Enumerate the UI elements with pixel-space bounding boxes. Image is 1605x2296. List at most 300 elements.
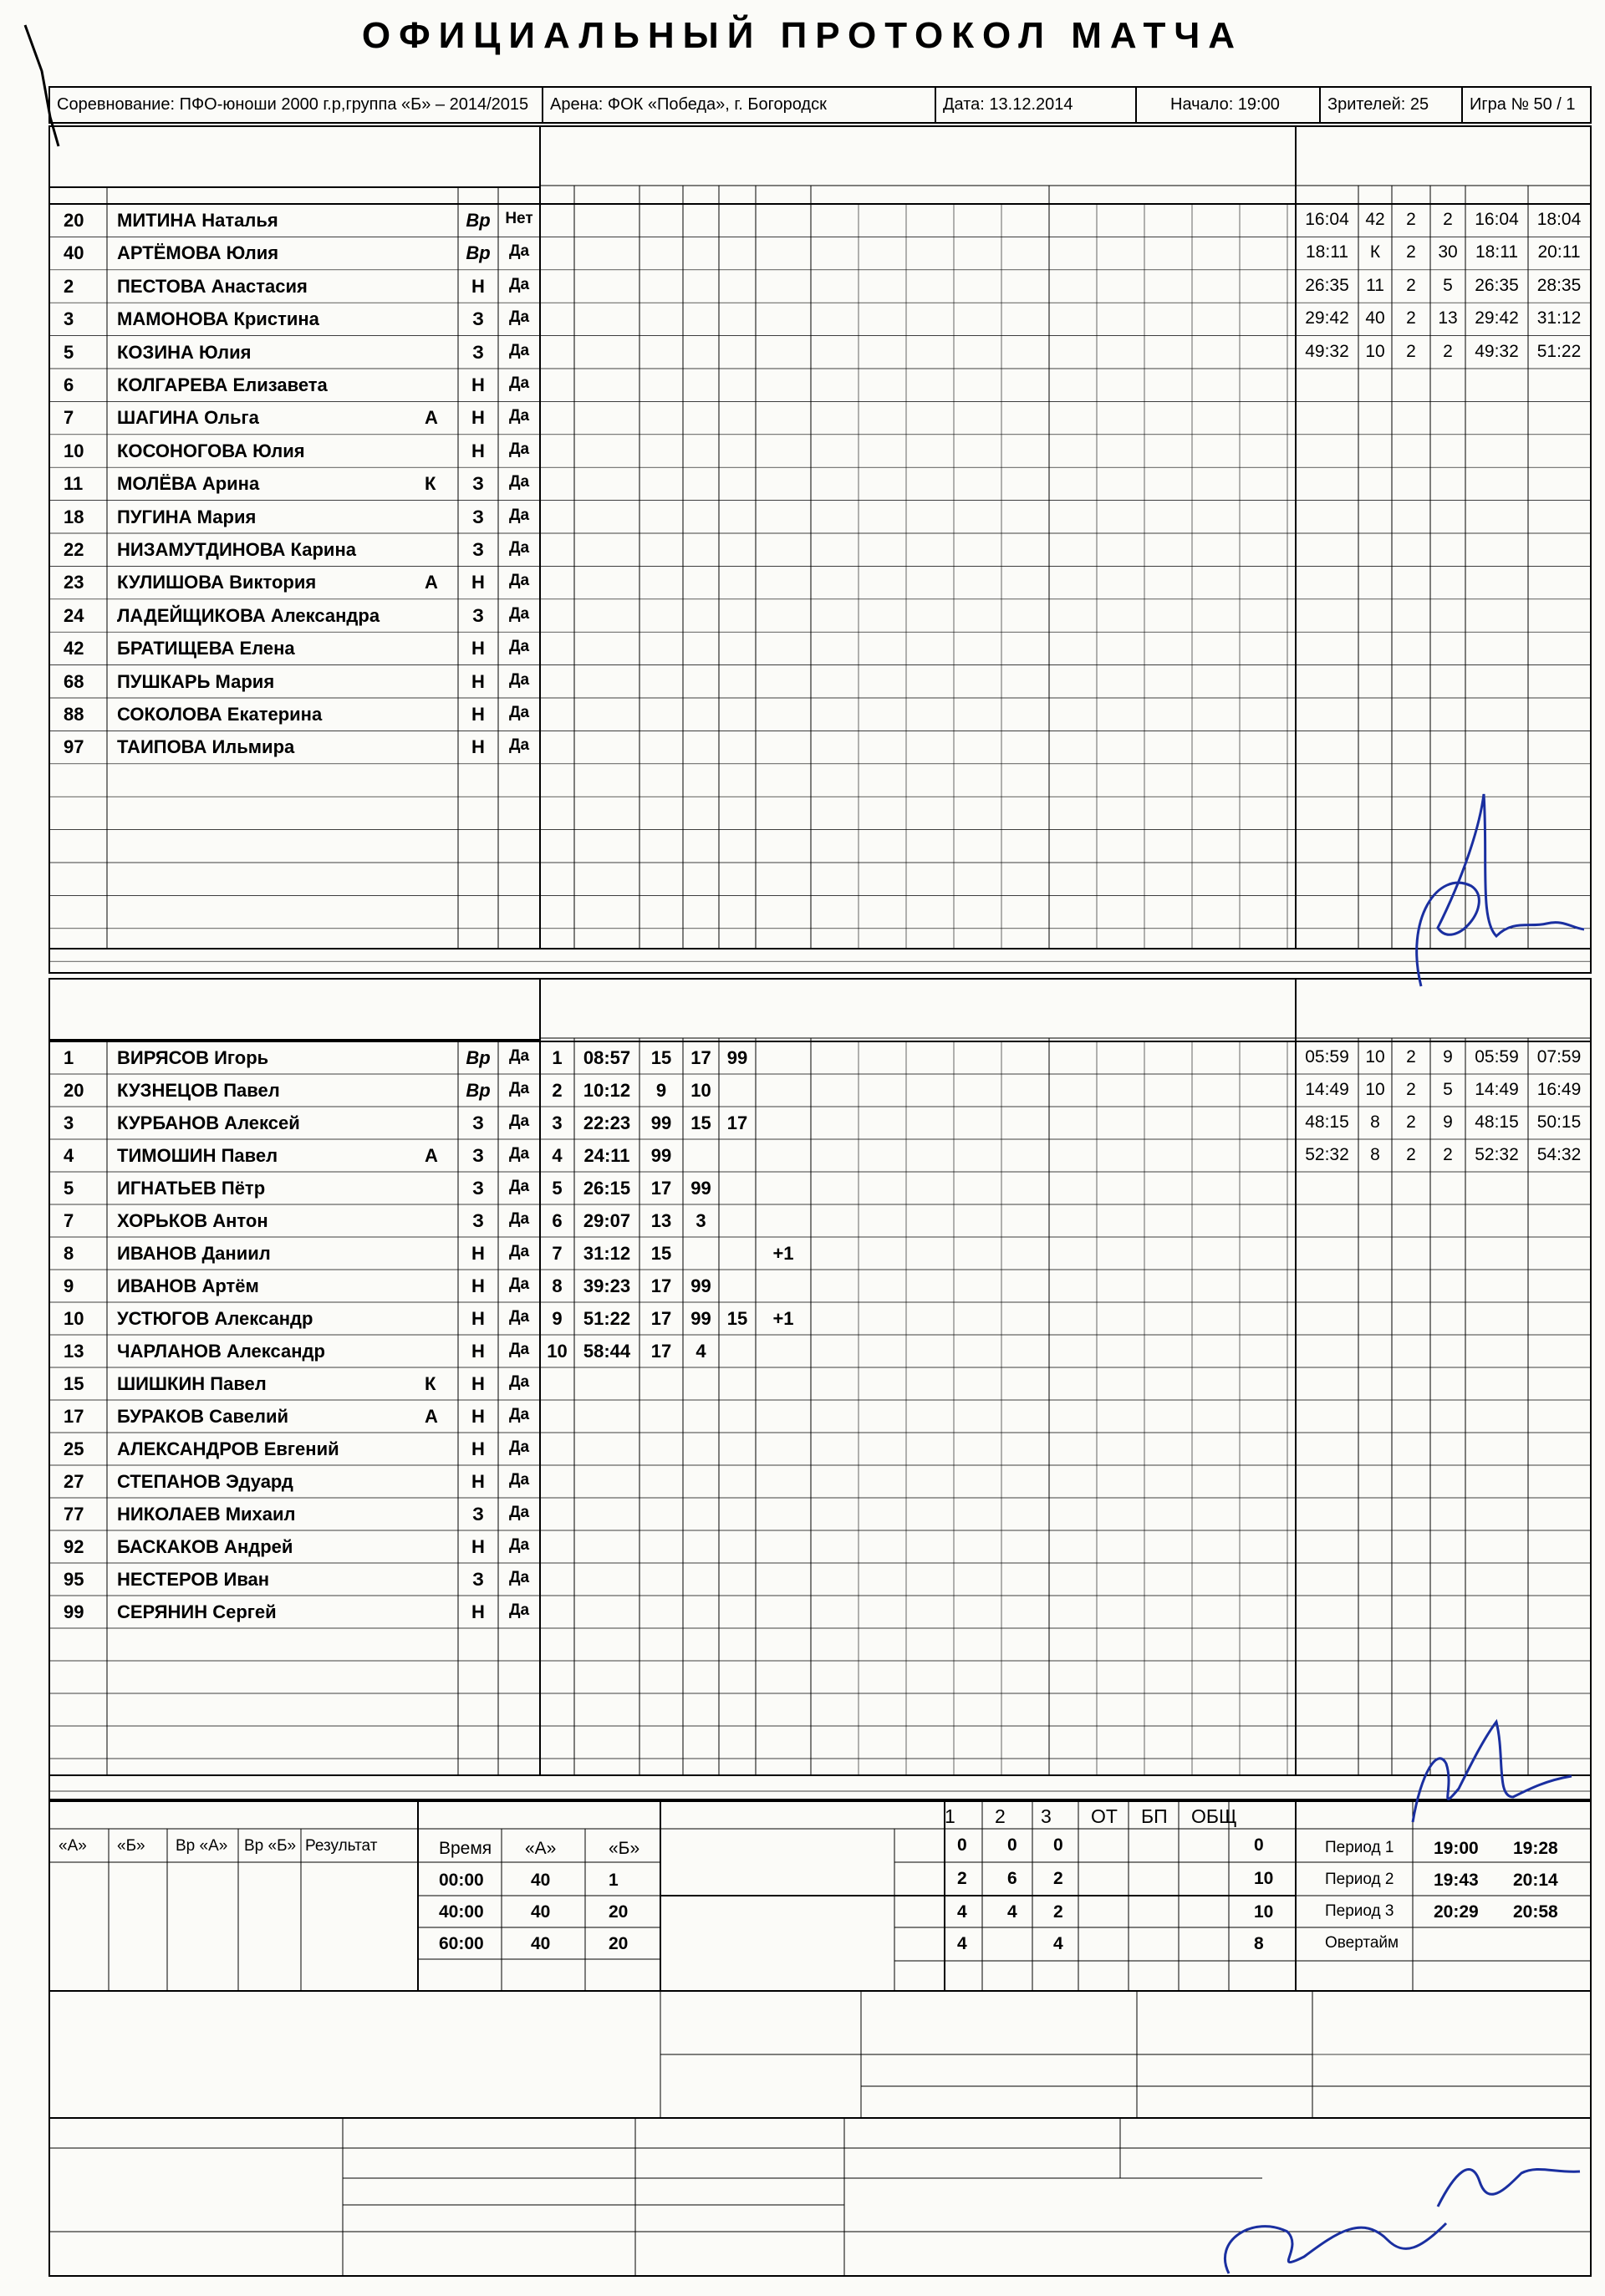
player-number: 17	[64, 1406, 84, 1427]
shootout-col: «А»	[59, 1837, 87, 1855]
penalty-cell: 2	[1406, 242, 1416, 262]
shootout-col: Вр «Б»	[244, 1837, 297, 1855]
player-position: Н	[471, 736, 485, 758]
player-name: ИВАНОВ Артём	[117, 1275, 259, 1296]
penalty-cell: 49:32	[1305, 341, 1349, 361]
goalie-col: «А»	[525, 1839, 557, 1858]
player-name: БРАТИЩЕВА Елена	[117, 638, 295, 659]
goalie-cell: 40	[531, 1871, 551, 1890]
player-number: 10	[64, 1308, 84, 1329]
penalty-cell: 49:32	[1475, 341, 1519, 361]
penalty-cell: 9	[1443, 1047, 1453, 1067]
player-played: Да	[508, 1471, 530, 1489]
penalty-cell: 2	[1406, 1080, 1416, 1099]
player-position: Н	[471, 374, 485, 395]
penalty-cell: 2	[1406, 1145, 1416, 1164]
period-value: 0	[1254, 1835, 1264, 1855]
period-end: 19:28	[1513, 1839, 1558, 1858]
goal-cell: 7	[552, 1243, 563, 1264]
goal-cell: 17	[650, 1308, 672, 1329]
penalty-cell: 9	[1443, 1112, 1453, 1132]
player-position: Н	[471, 1438, 485, 1459]
player-name: БУРАКОВ Савелий	[117, 1406, 289, 1427]
player-name: ВИРЯСОВ Игорь	[117, 1047, 269, 1068]
game-number: Игра № 50 / 1	[1470, 95, 1576, 114]
player-position: Вр	[466, 242, 491, 264]
goal-cell: 99	[650, 1145, 672, 1166]
goal-cell: 99	[726, 1047, 748, 1068]
penalty-cell: 52:32	[1305, 1145, 1349, 1164]
player-played: Да	[508, 1275, 530, 1293]
player-position: Вр	[466, 1047, 491, 1068]
goal-cell: 9	[655, 1080, 667, 1101]
period-name: Период 3	[1325, 1902, 1394, 1920]
penalty-cell: 28:35	[1536, 275, 1582, 295]
player-number: 15	[64, 1373, 84, 1394]
penalty-cell: 2	[1406, 1047, 1416, 1067]
player-played: Да	[508, 670, 530, 689]
player-name: МОЛЁВА Арина	[117, 473, 260, 495]
period-value: 2	[1053, 1902, 1063, 1922]
goalie-cell: 40:00	[439, 1902, 484, 1922]
player-played: Да	[508, 407, 530, 425]
player-number: 9	[64, 1275, 74, 1296]
player-number: 5	[64, 1178, 74, 1199]
player-number: 3	[64, 308, 74, 330]
shootout-col: Результат	[305, 1837, 378, 1855]
goal-cell: 10	[690, 1080, 711, 1101]
penalty-cell: 29:42	[1305, 308, 1349, 328]
player-position: З	[472, 341, 484, 363]
player-played: Да	[508, 1406, 530, 1423]
period-begin: 19:00	[1434, 1839, 1479, 1858]
penalty-cell: 18:11	[1306, 242, 1348, 262]
player-played: Да	[508, 341, 530, 359]
goal-cell: 99	[690, 1275, 711, 1296]
goal-cell: 1	[552, 1047, 563, 1068]
goal-cell: 99	[690, 1308, 711, 1329]
player-position: Н	[471, 704, 485, 725]
player-number: 13	[64, 1341, 84, 1362]
goal-cell: 10:12	[583, 1080, 631, 1101]
goal-cell: 8	[552, 1275, 563, 1296]
penalty-cell: 31:12	[1536, 308, 1582, 328]
player-name: КОЛГАРЕВА Елизавета	[117, 374, 328, 395]
goal-cell: 29:07	[583, 1210, 631, 1231]
penalty-cell: 8	[1370, 1145, 1380, 1164]
arena: Арена: ФОК «Победа», г. Богородск	[543, 88, 936, 122]
penalty-cell: 16:04	[1475, 210, 1519, 229]
period-name: Период 2	[1325, 1871, 1394, 1888]
player-played: Да	[508, 473, 530, 491]
player-name: ЛАДЕЙЩИКОВА Александра	[117, 604, 380, 626]
player-played: Да	[508, 1178, 530, 1195]
player-name: НИКОЛАЕВ Михаил	[117, 1504, 296, 1525]
player-played: Да	[508, 1080, 530, 1097]
player-name: ПУШКАРЬ Мария	[117, 670, 275, 692]
goal-cell: 17	[690, 1047, 711, 1068]
period-value: 0	[957, 1835, 967, 1855]
goal-cell: 10	[547, 1341, 568, 1362]
period-col: ОТ	[1091, 1805, 1118, 1827]
period-col: 2	[995, 1805, 1006, 1827]
goalie-cell: 20	[609, 1902, 629, 1922]
player-position: Н	[471, 407, 485, 429]
goalie-cell: 20	[609, 1934, 629, 1953]
player-played: Да	[508, 506, 530, 524]
player-role: А	[425, 407, 438, 429]
period-begin: 20:29	[1434, 1902, 1479, 1922]
period-value: 4	[957, 1902, 967, 1922]
goal-cell: 08:57	[583, 1047, 631, 1068]
period-name: Овертайм	[1325, 1934, 1399, 1952]
goalie-col: «Б»	[609, 1839, 640, 1858]
penalty-cell: 13	[1438, 308, 1458, 328]
player-name: ПЕСТОВА Анастасия	[117, 275, 308, 297]
player-played: Нет	[505, 210, 533, 227]
player-number: 27	[64, 1471, 84, 1492]
player-position: З	[472, 473, 484, 495]
goal-cell: 6	[552, 1210, 563, 1231]
period-col: БП	[1141, 1805, 1168, 1827]
penalty-cell: 2	[1443, 1145, 1453, 1164]
player-number: 11	[64, 473, 84, 495]
player-position: З	[472, 1178, 484, 1199]
penalty-cell: 52:32	[1475, 1145, 1519, 1164]
goalie-cell: 40	[531, 1902, 551, 1922]
player-played: Да	[508, 1047, 530, 1065]
player-number: 20	[64, 1080, 84, 1101]
player-position: Н	[471, 1243, 485, 1264]
player-name: НИЗАМУТДИНОВА Карина	[117, 539, 356, 560]
penalty-cell: 2	[1406, 275, 1416, 295]
player-played: Да	[508, 736, 530, 755]
player-played: Да	[508, 604, 530, 623]
goal-cell: 99	[650, 1112, 672, 1133]
player-played: Да	[508, 1536, 530, 1554]
player-played: Да	[508, 1601, 530, 1619]
player-number: 68	[64, 670, 84, 692]
player-played: Да	[508, 1341, 530, 1358]
penalty-cell: 42	[1365, 210, 1385, 229]
goal-cell: 17	[650, 1275, 672, 1296]
player-played: Да	[508, 1373, 530, 1391]
player-position: Н	[471, 670, 485, 692]
goal-cell: 99	[690, 1178, 711, 1199]
player-number: 5	[64, 341, 74, 363]
player-position: З	[472, 1145, 484, 1166]
penalty-cell: 10	[1365, 1047, 1385, 1067]
player-played: Да	[508, 539, 530, 557]
goal-cell: 22:23	[583, 1112, 631, 1133]
penalty-cell: 14:49	[1305, 1080, 1349, 1099]
player-name: КУРБАНОВ Алексей	[117, 1112, 300, 1133]
goal-cell: 17	[650, 1178, 672, 1199]
player-role: А	[425, 1145, 438, 1166]
period-value: 2	[957, 1869, 967, 1888]
penalty-cell: 2	[1443, 210, 1453, 229]
penalty-cell: 29:42	[1475, 308, 1519, 328]
player-position: Н	[471, 1406, 485, 1427]
period-value: 2	[1053, 1869, 1063, 1888]
penalty-cell: 48:15	[1305, 1112, 1349, 1132]
player-played: Да	[508, 1243, 530, 1260]
penalty-cell: 54:32	[1536, 1145, 1582, 1164]
goal-cell: 15	[726, 1308, 748, 1329]
player-number: 99	[64, 1601, 84, 1622]
player-position: З	[472, 506, 484, 527]
goal-cell: 58:44	[583, 1341, 631, 1362]
goal-cell: 31:12	[583, 1243, 631, 1264]
spectators: Зрителей: 25	[1321, 88, 1463, 122]
player-number: 24	[64, 604, 84, 626]
goal-cell: 15	[650, 1243, 672, 1264]
period-col: 1	[945, 1805, 955, 1827]
section-grid	[50, 980, 1590, 1799]
penalty-cell: 8	[1370, 1112, 1380, 1132]
player-position: Н	[471, 572, 485, 593]
player-position: З	[472, 1504, 484, 1525]
penalty-cell: 14:49	[1475, 1080, 1519, 1099]
goalie-cell: 00:00	[439, 1871, 484, 1890]
player-position: Н	[471, 1275, 485, 1296]
page-title: ОФИЦИАЛЬНЫЙ ПРОТОКОЛ МАТЧА	[361, 15, 1244, 56]
player-played: Да	[508, 1145, 530, 1163]
player-name: КУЛИШОВА Виктория	[117, 572, 317, 593]
period-end: 20:58	[1513, 1902, 1558, 1922]
player-number: 22	[64, 539, 84, 560]
player-played: Да	[508, 1569, 530, 1586]
player-name: КОСОНОГОВА Юлия	[117, 440, 305, 461]
player-position: Н	[471, 638, 485, 659]
player-played: Да	[508, 1438, 530, 1456]
player-number: 6	[64, 374, 74, 395]
player-name: АРТЁМОВА Юлия	[117, 242, 279, 264]
player-played: Да	[508, 275, 530, 293]
player-played: Да	[508, 638, 530, 656]
penalty-cell: 40	[1365, 308, 1385, 328]
goal-cell: 2	[552, 1080, 563, 1101]
period-value: 8	[1254, 1934, 1264, 1953]
penalty-cell: 2	[1406, 308, 1416, 328]
player-position: З	[472, 1112, 484, 1133]
player-name: УСТЮГОВ Александр	[117, 1308, 313, 1329]
penalty-cell: 10	[1365, 1080, 1385, 1099]
player-role: А	[425, 572, 438, 593]
player-position: Н	[471, 1373, 485, 1394]
goal-cell: +1	[772, 1243, 794, 1264]
player-name: ИГНАТЬЕВ Пётр	[117, 1178, 266, 1199]
player-name: АЛЕКСАНДРОВ Евгений	[117, 1438, 339, 1459]
start-time: Начало: 19:00	[1137, 88, 1321, 122]
penalty-cell: 2	[1406, 210, 1416, 229]
period-begin: 19:43	[1434, 1871, 1479, 1890]
goal-cell: 17	[726, 1112, 748, 1133]
player-played: Да	[508, 1112, 530, 1130]
player-number: 97	[64, 736, 84, 758]
penalty-cell: 07:59	[1536, 1047, 1582, 1067]
penalty-cell: 16:04	[1305, 210, 1349, 229]
competition: Соревнование: ПФО-юноши 2000 г.р,группа «Б» – 2014/2015	[50, 88, 543, 122]
player-number: 2	[64, 275, 74, 297]
period-value: 10	[1254, 1902, 1274, 1922]
goal-cell: 3	[552, 1112, 563, 1133]
player-position: Вр	[466, 210, 491, 231]
penalty-cell: 18:04	[1536, 210, 1582, 229]
player-position: Н	[471, 1471, 485, 1492]
player-name: ЧАРЛАНОВ Александр	[117, 1341, 325, 1362]
player-name: МАМОНОВА Кристина	[117, 308, 319, 330]
penalty-cell: 26:35	[1475, 275, 1519, 295]
player-played: Да	[508, 242, 530, 261]
team-b-section	[48, 978, 1592, 1800]
player-name: ШАГИНА Ольга	[117, 407, 259, 429]
player-number: 1	[64, 1047, 74, 1068]
player-played: Да	[508, 308, 530, 327]
player-position: Н	[471, 440, 485, 461]
team-a-section	[48, 125, 1592, 974]
penalty-cell: 50:15	[1536, 1112, 1582, 1132]
period-value: 4	[957, 1934, 967, 1953]
player-position: Н	[471, 1308, 485, 1329]
period-name: Период 1	[1325, 1839, 1394, 1856]
penalty-cell: 2	[1406, 1112, 1416, 1132]
player-number: 7	[64, 407, 74, 429]
penalty-cell: 5	[1443, 1080, 1453, 1099]
player-name: СЕРЯНИН Сергей	[117, 1601, 277, 1622]
penalty-cell: 16:49	[1536, 1080, 1582, 1099]
penalty-cell: 30	[1438, 242, 1458, 262]
penalty-cell: 48:15	[1475, 1112, 1519, 1132]
player-role: К	[425, 1373, 436, 1394]
period-value: 6	[1007, 1869, 1017, 1888]
goalie-cell: 60:00	[439, 1934, 484, 1953]
player-number: 40	[64, 242, 84, 264]
goal-cell: 4	[552, 1145, 563, 1166]
player-played: Да	[508, 1504, 530, 1521]
match-footer	[48, 1800, 1592, 2277]
player-name: МИТИНА Наталья	[117, 210, 278, 231]
goalie-cell: 1	[609, 1871, 619, 1890]
penalty-cell: 05:59	[1305, 1047, 1349, 1067]
player-name: КУЗНЕЦОВ Павел	[117, 1080, 280, 1101]
player-name: СТЕПАНОВ Эдуард	[117, 1471, 293, 1492]
penalty-cell: 18:11	[1475, 242, 1518, 262]
penalty-cell: 05:59	[1475, 1047, 1519, 1067]
period-value: 10	[1254, 1869, 1274, 1888]
player-name: ХОРЬКОВ Антон	[117, 1210, 268, 1231]
player-role: А	[425, 1406, 438, 1427]
goalie-col: Время	[439, 1839, 492, 1858]
goal-cell: 26:15	[583, 1178, 631, 1199]
player-played: Да	[508, 374, 530, 392]
player-name: БАСКАКОВ Андрей	[117, 1536, 293, 1557]
period-end: 20:14	[1513, 1871, 1558, 1890]
player-name: СОКОЛОВА Екатерина	[117, 704, 323, 725]
goal-cell: 13	[650, 1210, 672, 1231]
penalty-cell: 2	[1406, 341, 1416, 361]
player-position: З	[472, 1210, 484, 1231]
player-number: 3	[64, 1112, 74, 1133]
goal-cell: 17	[650, 1341, 672, 1362]
player-name: ШИШКИН Павел	[117, 1373, 267, 1394]
player-number: 25	[64, 1438, 84, 1459]
penalty-cell: 11	[1366, 275, 1384, 295]
goal-cell: 39:23	[583, 1275, 631, 1296]
goal-cell: 5	[552, 1178, 563, 1199]
goal-cell: 15	[650, 1047, 672, 1068]
player-position: Н	[471, 1341, 485, 1362]
player-number: 4	[64, 1145, 74, 1166]
player-name: ПУГИНА Мария	[117, 506, 257, 527]
goal-cell: 51:22	[583, 1308, 631, 1329]
penalty-cell: 2	[1443, 341, 1453, 361]
goal-cell: 15	[690, 1112, 711, 1133]
period-value: 0	[1007, 1835, 1017, 1855]
player-name: ТАИПОВА Ильмира	[117, 736, 295, 758]
period-col: 3	[1041, 1805, 1052, 1827]
player-played: Да	[508, 1210, 530, 1228]
period-value: 0	[1053, 1835, 1063, 1855]
player-name: ИВАНОВ Даниил	[117, 1243, 271, 1264]
player-number: 95	[64, 1569, 84, 1590]
period-value: 4	[1007, 1902, 1017, 1922]
player-number: 77	[64, 1504, 84, 1525]
player-position: Н	[471, 275, 485, 297]
match-header	[48, 86, 1592, 124]
player-number: 7	[64, 1210, 74, 1231]
player-number: 42	[64, 638, 84, 659]
player-number: 88	[64, 704, 84, 725]
player-number: 10	[64, 440, 84, 461]
player-played: Да	[508, 572, 530, 590]
player-position: З	[472, 539, 484, 560]
goal-cell: 3	[696, 1210, 706, 1231]
goal-cell: 9	[552, 1308, 563, 1329]
penalty-cell: 20:11	[1537, 242, 1581, 262]
penalty-cell: 26:35	[1305, 275, 1349, 295]
player-position: Вр	[466, 1080, 491, 1101]
penalty-cell: 10	[1365, 341, 1385, 361]
goalie-cell: 40	[531, 1934, 551, 1953]
player-position: З	[472, 308, 484, 330]
penalty-cell: 5	[1443, 275, 1453, 295]
period-value: 4	[1053, 1934, 1063, 1953]
player-name: ТИМОШИН Павел	[117, 1145, 278, 1166]
period-col: ОБЩ	[1191, 1805, 1237, 1827]
player-number: 92	[64, 1536, 84, 1557]
player-number: 8	[64, 1243, 74, 1264]
penalty-cell: 51:22	[1536, 341, 1582, 361]
player-position: З	[472, 1569, 484, 1590]
player-name: КОЗИНА Юлия	[117, 341, 252, 363]
player-number: 20	[64, 210, 84, 231]
shootout-col: «Б»	[117, 1837, 145, 1855]
shootout-col: Вр «А»	[176, 1837, 228, 1855]
player-name: НЕСТЕРОВ Иван	[117, 1569, 270, 1590]
player-number: 18	[64, 506, 84, 527]
player-position: Н	[471, 1536, 485, 1557]
goal-cell: 24:11	[583, 1145, 630, 1166]
player-position: Н	[471, 1601, 485, 1622]
player-number: 23	[64, 572, 84, 593]
player-played: Да	[508, 704, 530, 721]
player-played: Да	[508, 440, 530, 458]
match-date: Дата: 13.12.2014	[936, 88, 1137, 122]
player-played: Да	[508, 1308, 530, 1326]
goal-cell: 4	[696, 1341, 706, 1362]
player-role: К	[425, 473, 436, 495]
